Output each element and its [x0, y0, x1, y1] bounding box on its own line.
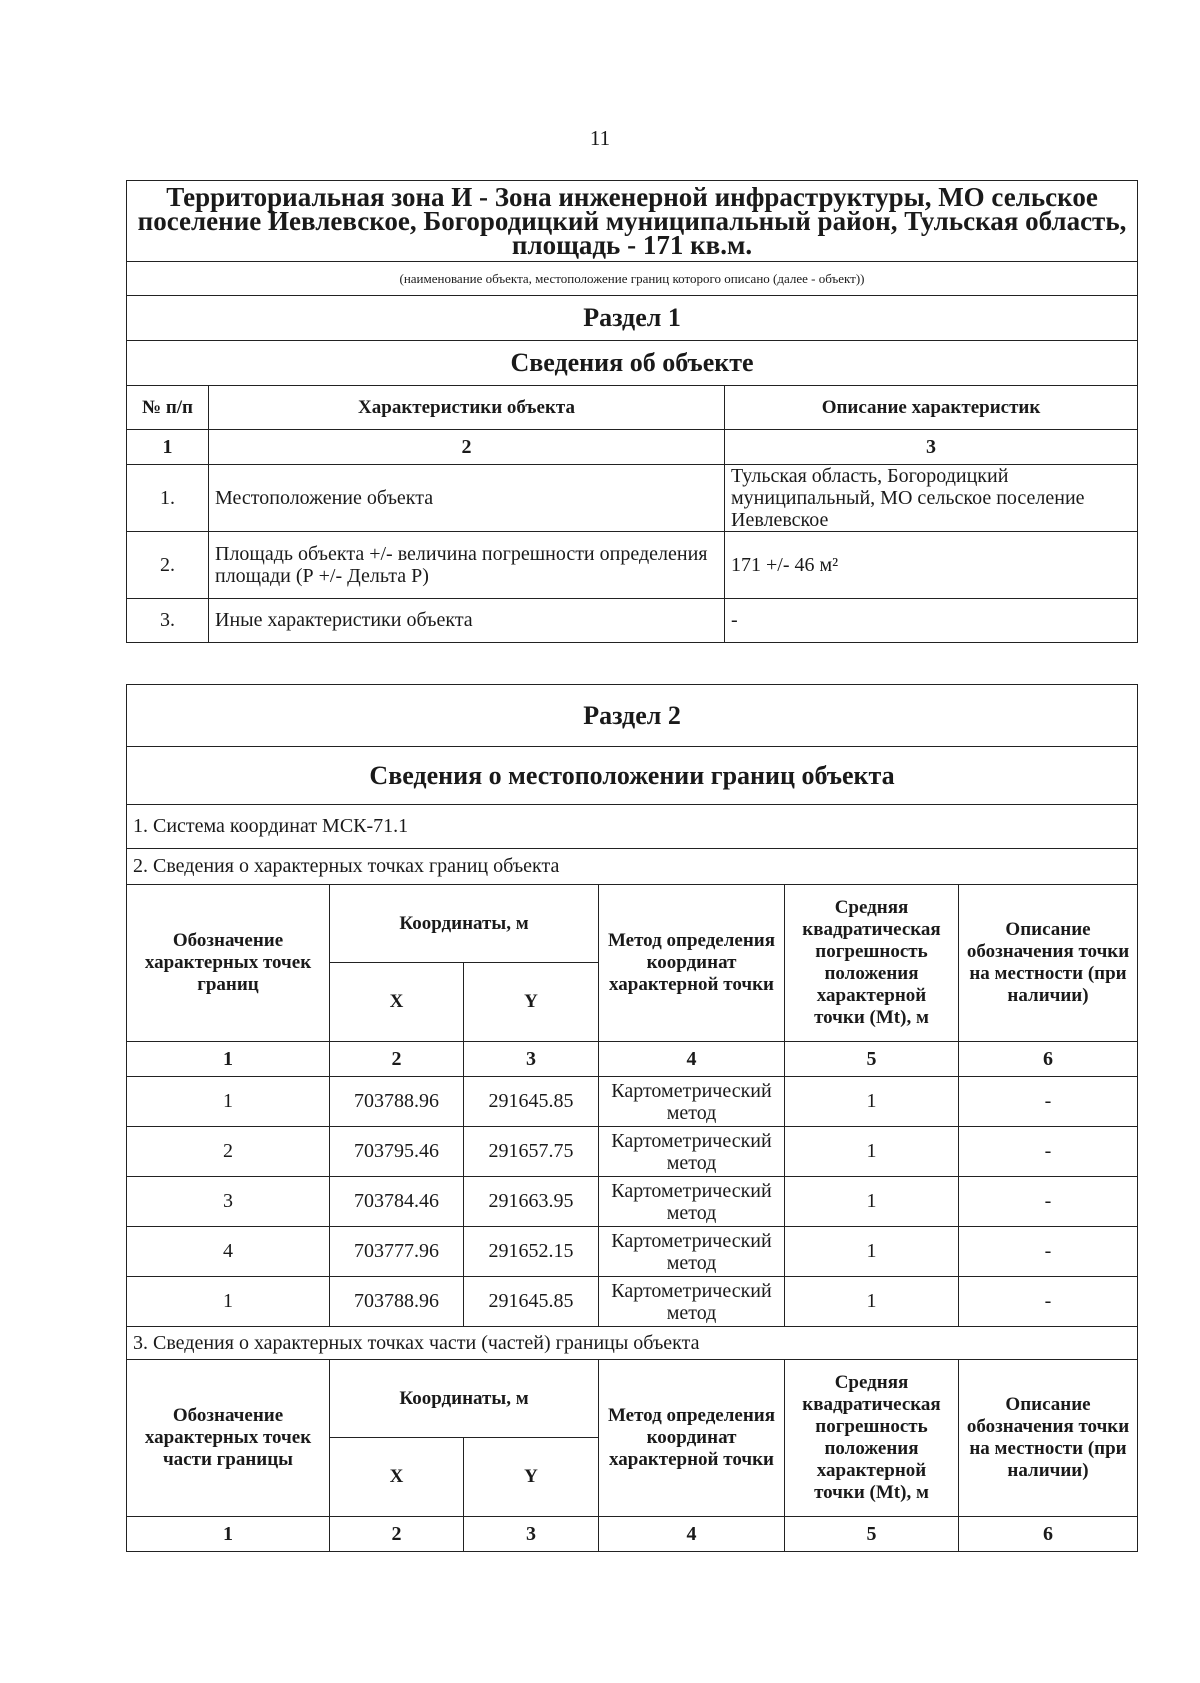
column-header-description: Описание характеристик: [725, 386, 1138, 430]
point-x: 703788.96: [330, 1077, 464, 1127]
row-number: 3.: [127, 599, 209, 643]
description-cell: -: [725, 599, 1138, 643]
table-row: [127, 1277, 1138, 1327]
point-id: 1: [127, 1277, 330, 1327]
row-number: 2.: [127, 532, 209, 599]
parts-section-title: 3. Сведения о характерных точках части (частей) границы объекта: [127, 1327, 1138, 1360]
characteristic-cell: Площадь объекта +/- величина погрешности определения площади (Р +/- Дельта Р): [209, 532, 725, 599]
header-error: Средняя квадратическая погрешность положения характерной точки (Mt), м: [785, 1360, 959, 1517]
point-mt: 1: [785, 1177, 959, 1227]
page-number: 11: [589, 126, 611, 150]
column-number: 1: [127, 430, 209, 465]
header-coordinates: Координаты, м: [330, 1360, 599, 1438]
object-info-table: [126, 180, 1138, 643]
point-description: -: [959, 1127, 1138, 1177]
header-y: Y: [464, 1438, 599, 1517]
parts-number-row: [127, 1517, 1138, 1552]
section1-subheading: Сведения об объекте: [127, 341, 1138, 386]
point-id: 3: [127, 1177, 330, 1227]
points-header-row: [127, 885, 1138, 963]
point-method: Картометрический метод: [599, 1077, 785, 1127]
column-number: 2: [330, 1042, 464, 1077]
column-number: 1: [127, 1042, 330, 1077]
table-row: [127, 1177, 1138, 1227]
point-method: Картометрический метод: [599, 1127, 785, 1177]
point-method: Картометрический метод: [599, 1177, 785, 1227]
column-number: 1: [127, 1517, 330, 1552]
point-x: 703795.46: [330, 1127, 464, 1177]
point-y: 291657.75: [464, 1127, 599, 1177]
point-y: 291645.85: [464, 1277, 599, 1327]
column-header-num: № п/п: [127, 386, 209, 430]
table-row: [127, 1077, 1138, 1127]
row-number: 1.: [127, 465, 209, 532]
point-method: Картометрический метод: [599, 1277, 785, 1327]
point-method: Картометрический метод: [599, 1227, 785, 1277]
point-x: 703777.96: [330, 1227, 464, 1277]
section1-heading: Раздел 1: [127, 296, 1138, 341]
header-x: X: [330, 963, 464, 1042]
column-number: 4: [599, 1042, 785, 1077]
point-mt: 1: [785, 1277, 959, 1327]
point-mt: 1: [785, 1077, 959, 1127]
table-row: [127, 532, 1138, 599]
point-y: 291663.95: [464, 1177, 599, 1227]
header-designation-part: Обозначение характерных точек части границы: [127, 1360, 330, 1517]
table-row: [127, 465, 1138, 532]
header-description: Описание обозначения точки на местности (при наличии): [959, 885, 1138, 1042]
section2-heading: Раздел 2: [127, 685, 1138, 747]
column-number: 6: [959, 1517, 1138, 1552]
header-y: Y: [464, 963, 599, 1042]
header-method: Метод определения координат характерной точки: [599, 885, 785, 1042]
point-description: -: [959, 1077, 1138, 1127]
characteristic-cell: Иные характеристики объекта: [209, 599, 725, 643]
header-coordinates: Координаты, м: [330, 885, 599, 963]
point-id: 4: [127, 1227, 330, 1277]
column-number: 5: [785, 1042, 959, 1077]
column-number: 3: [464, 1042, 599, 1077]
column-number: 5: [785, 1517, 959, 1552]
section1-number-row: [127, 430, 1138, 465]
point-id: 1: [127, 1077, 330, 1127]
point-x: 703784.46: [330, 1177, 464, 1227]
table-row: [127, 599, 1138, 643]
point-mt: 1: [785, 1227, 959, 1277]
point-description: -: [959, 1227, 1138, 1277]
point-y: 291645.85: [464, 1077, 599, 1127]
header-error: Средняя квадратическая погрешность положения характерной точки (Mt), м: [785, 885, 959, 1042]
header-description: Описание обозначения точки на местности (при наличии): [959, 1360, 1138, 1517]
column-number: 3: [464, 1517, 599, 1552]
point-id: 2: [127, 1127, 330, 1177]
column-number: 2: [330, 1517, 464, 1552]
section2-subheading: Сведения о местоположении границ объекта: [127, 747, 1138, 805]
column-number: 2: [209, 430, 725, 465]
points-section-title: 2. Сведения о характерных точках границ объекта: [127, 849, 1138, 885]
coordinate-system: 1. Система координат МСК-71.1: [127, 805, 1138, 849]
header-designation: Обозначение характерных точек границ: [127, 885, 330, 1042]
point-description: -: [959, 1177, 1138, 1227]
point-mt: 1: [785, 1127, 959, 1177]
parts-header-row: [127, 1360, 1138, 1438]
characteristic-cell: Местоположение объекта: [209, 465, 725, 532]
header-x: X: [330, 1438, 464, 1517]
column-number: 6: [959, 1042, 1138, 1077]
table-row: [127, 1127, 1138, 1177]
object-title-note: (наименование объекта, местоположение границ которого описано (далее - объект)): [127, 262, 1138, 296]
column-number: 3: [725, 430, 1138, 465]
section1-header-row: [127, 386, 1138, 430]
description-cell: 171 +/- 46 м²: [725, 532, 1138, 599]
column-header-characteristic: Характеристики объекта: [209, 386, 725, 430]
header-method: Метод определения координат характерной точки: [599, 1360, 785, 1517]
point-y: 291652.15: [464, 1227, 599, 1277]
points-number-row: [127, 1042, 1138, 1077]
description-cell: Тульская область, Богородицкий муниципальный, МО сельское поселение Иевлевское: [725, 465, 1138, 532]
object-title: Территориальная зона И - Зона инженерной инфраструктуры, МО сельское поселение Иевлевское, Богородицкий муниципальный район, Тульская область, площадь - 171 кв.м.: [127, 181, 1138, 262]
point-description: -: [959, 1277, 1138, 1327]
column-number: 4: [599, 1517, 785, 1552]
point-x: 703788.96: [330, 1277, 464, 1327]
boundary-points-table: [126, 684, 1138, 1552]
table-row: [127, 1227, 1138, 1277]
